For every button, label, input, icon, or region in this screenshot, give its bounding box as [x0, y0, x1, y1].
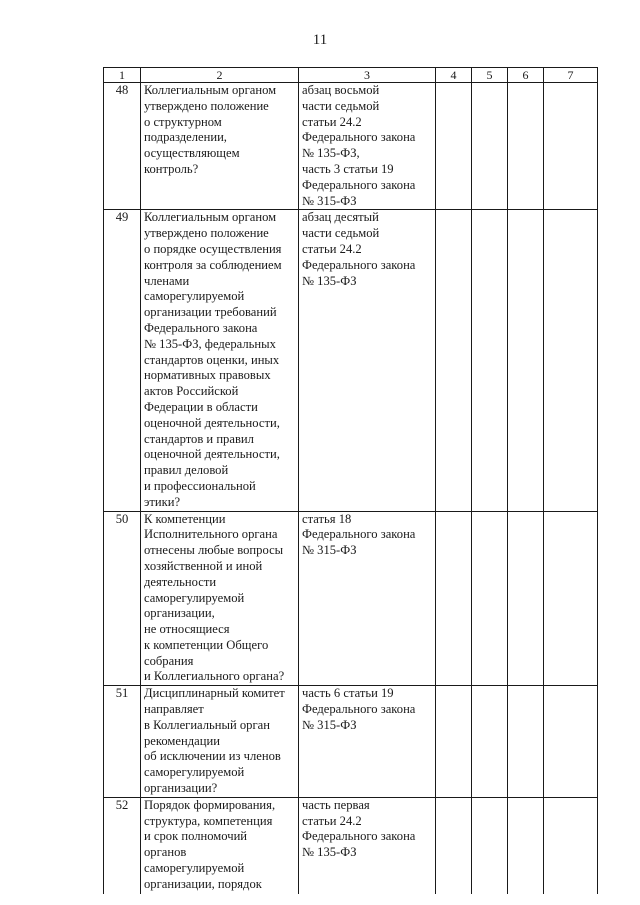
- question-line: организации требований: [144, 305, 277, 320]
- reference-line: абзац восьмой: [302, 83, 380, 97]
- column-number-row: [104, 68, 598, 83]
- question-line: саморегулируемой: [144, 289, 245, 304]
- question-line: к компетенции Общего: [144, 637, 269, 652]
- question-line: структура, компетенция: [144, 813, 273, 828]
- question-line: Порядок формирования,: [144, 797, 276, 812]
- answer-cell: [508, 797, 544, 894]
- reference-line: Федерального закона: [302, 702, 416, 717]
- answer-cell: [436, 83, 472, 210]
- answer-cell: [508, 210, 544, 511]
- question-line: органов: [144, 845, 187, 860]
- question-line: контроль?: [144, 161, 199, 176]
- answer-cell: [472, 797, 508, 894]
- page-number: 11: [312, 32, 328, 48]
- question-line: саморегулируемой: [144, 765, 245, 780]
- question-line: стандартов оценки, иных: [144, 352, 280, 367]
- question-line: Федерации в области: [144, 399, 258, 414]
- answer-cell: [544, 511, 598, 686]
- question-line: членами: [144, 273, 190, 288]
- question-line: К компетенции: [144, 511, 226, 526]
- question-line: саморегулируемой: [144, 590, 245, 605]
- answer-cell: [472, 210, 508, 511]
- question-line: не относящиеся: [144, 622, 230, 637]
- legal-reference-cell: [299, 83, 436, 210]
- row-number: 52: [104, 797, 141, 894]
- question-line: этики?: [144, 494, 181, 509]
- legal-reference-cell: [299, 511, 436, 686]
- question-line: оценочной деятельности,: [144, 447, 280, 462]
- answer-cell: [544, 797, 598, 894]
- question-line: Дисциплинарный комитет: [144, 686, 285, 701]
- question-line: направляет: [144, 702, 204, 717]
- reference-line: Федерального закона: [302, 527, 416, 542]
- reference-line: статьи 24.2: [302, 241, 362, 256]
- row-number: 48: [104, 83, 141, 210]
- reference-line: № 315-ФЗ: [302, 193, 357, 208]
- reference-line: Федерального закона: [302, 177, 416, 192]
- question-line: утверждено положение: [144, 226, 269, 241]
- answer-cell: [472, 83, 508, 210]
- table-row: [104, 83, 598, 210]
- answer-cell: [544, 210, 598, 511]
- question-line: собрания: [144, 653, 194, 668]
- answer-cell: [472, 511, 508, 686]
- column-header: 6: [508, 68, 544, 83]
- reference-line: Федерального закона: [302, 829, 416, 844]
- reference-line: абзац десятый: [302, 210, 379, 225]
- question-line: о структурном: [144, 114, 222, 129]
- answer-cell: [436, 511, 472, 686]
- answer-cell: [472, 686, 508, 798]
- legal-reference-cell: [299, 210, 436, 511]
- question-cell: [141, 210, 299, 511]
- reference-line: часть 3 статьи 19: [302, 161, 394, 176]
- answer-cell: [544, 83, 598, 210]
- answer-cell: [544, 686, 598, 798]
- reference-line: Федерального закона: [302, 257, 416, 272]
- question-line: организации, порядок: [144, 876, 262, 891]
- question-line: Исполнительного органа: [144, 527, 278, 542]
- question-line: оценочной деятельности,: [144, 415, 280, 430]
- column-header: 3: [299, 68, 436, 83]
- question-line: актов Российской: [144, 384, 239, 399]
- row-number: 51: [104, 686, 141, 798]
- question-line: организации?: [144, 781, 218, 796]
- question-cell: [141, 686, 299, 798]
- answer-cell: [508, 686, 544, 798]
- column-header: 1: [104, 68, 141, 83]
- column-header: 2: [141, 68, 299, 83]
- reference-line: № 135-ФЗ: [302, 845, 357, 860]
- answer-cell: [508, 511, 544, 686]
- answer-cell: [436, 797, 472, 894]
- question-line: утверждено положение: [144, 98, 269, 113]
- column-header: 7: [544, 68, 598, 83]
- reference-line: статьи 24.2: [302, 813, 362, 828]
- question-line: и срок полномочий: [144, 829, 248, 844]
- question-line: контроля за соблюдением: [144, 257, 282, 272]
- question-line: осуществляющем: [144, 146, 240, 161]
- answer-cell: [508, 83, 544, 210]
- table-row: [104, 797, 598, 894]
- reference-line: № 135-ФЗ,: [302, 146, 360, 161]
- row-number: 49: [104, 210, 141, 511]
- question-line: саморегулируемой: [144, 861, 245, 876]
- question-line: стандартов и правил: [144, 431, 254, 446]
- reference-line: части седьмой: [302, 98, 380, 113]
- reference-line: Федерального закона: [302, 130, 416, 145]
- question-line: рекомендации: [144, 733, 220, 748]
- question-line: № 135-ФЗ, федеральных: [144, 336, 276, 351]
- question-cell: [141, 83, 299, 210]
- question-cell: [141, 511, 299, 686]
- question-line: Коллегиальным органом: [144, 210, 277, 225]
- reference-line: № 315-ФЗ: [302, 717, 357, 732]
- answer-cell: [436, 210, 472, 511]
- reference-line: части седьмой: [302, 226, 380, 241]
- question-line: о порядке осуществления: [144, 241, 282, 256]
- table-row: [104, 511, 598, 686]
- row-number: 50: [104, 511, 141, 686]
- question-line: Коллегиальным органом: [144, 83, 277, 97]
- inspection-checklist-table: [103, 67, 598, 894]
- question-line: правил деловой: [144, 463, 229, 478]
- reference-line: № 135-ФЗ: [302, 273, 357, 288]
- question-line: нормативных правовых: [144, 368, 271, 383]
- answer-cell: [436, 686, 472, 798]
- legal-reference-cell: [299, 686, 436, 798]
- question-line: Федерального закона: [144, 320, 258, 335]
- reference-line: статья 18: [302, 511, 352, 526]
- question-line: подразделении,: [144, 130, 227, 145]
- table-row: [104, 686, 598, 798]
- question-line: деятельности: [144, 574, 217, 589]
- question-line: отнесены любые вопросы: [144, 543, 284, 558]
- reference-line: часть первая: [302, 797, 370, 812]
- question-cell: [141, 797, 299, 894]
- question-line: хозяйственной и иной: [144, 558, 263, 573]
- column-header: 5: [472, 68, 508, 83]
- reference-line: статьи 24.2: [302, 114, 362, 129]
- question-line: в Коллегиальный орган: [144, 717, 270, 732]
- question-line: и профессиональной: [144, 478, 256, 493]
- question-line: и Коллегиального органа?: [144, 669, 285, 684]
- reference-line: № 315-ФЗ: [302, 543, 357, 558]
- question-line: об исключении из членов: [144, 749, 281, 764]
- question-line: организации,: [144, 606, 215, 621]
- legal-reference-cell: [299, 797, 436, 894]
- column-header: 4: [436, 68, 472, 83]
- reference-line: часть 6 статьи 19: [302, 686, 394, 701]
- table-row: [104, 210, 598, 511]
